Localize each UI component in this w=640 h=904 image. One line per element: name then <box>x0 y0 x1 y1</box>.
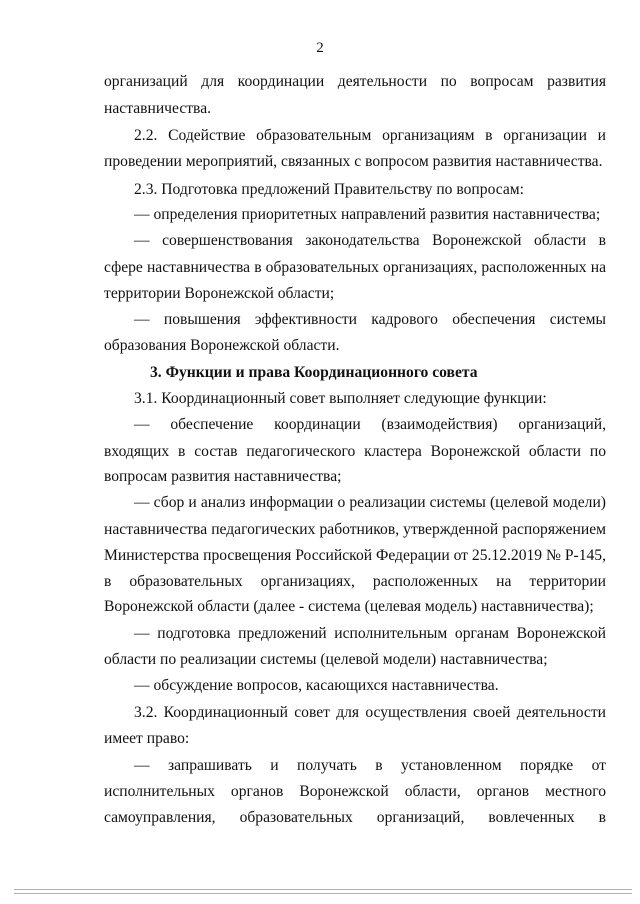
list-item: — подготовка предложений исполнительным органам Воронежской <box>134 625 606 642</box>
text-line: 2.3. Подготовка предложений Правительству по вопросам: <box>134 181 524 198</box>
page-number: 2 <box>316 40 324 56</box>
text-line: наставничества педагогических работников, утвержденной распоряжением <box>104 521 606 538</box>
list-item: — запрашивать и получать в установленном порядке от <box>134 757 606 774</box>
text-line: организаций для координации деятельности по вопросам развития <box>104 73 606 90</box>
text-line: исполнительных органов Воронежской области, органов местного <box>104 783 606 800</box>
list-item: — повышения эффективности кадрового обеспечения системы <box>134 311 606 328</box>
text-line: имеет право: <box>104 730 190 747</box>
list-item: — совершенствования законодательства Воронежской области в <box>134 232 606 249</box>
text-line: входящих в состав педагогического кластера Воронежской области по <box>104 443 606 460</box>
text-line: сфере наставничества в образовательных организациях, расположенных на <box>104 259 606 276</box>
list-item: — определения приоритетных направлений развития наставничества; <box>134 206 601 223</box>
text-line: наставничества. <box>104 100 212 117</box>
list-item: — обсуждение вопросов, касающихся наставничества. <box>134 677 499 694</box>
footer-rule <box>14 893 632 894</box>
text-line: образования Воронежской области. <box>104 337 340 354</box>
text-line: 3.2. Координационный совет для осуществления своей деятельности <box>134 704 606 721</box>
list-item: — сбор и анализ информации о реализации системы (целевой модели) <box>134 494 606 511</box>
list-item: — обеспечение координации (взаимодействия) организаций, <box>134 416 606 433</box>
section-heading: 3. Функции и права Координационного совета <box>150 364 478 381</box>
text-line: 2.2. Содействие образовательным организациям в организации и <box>134 127 606 144</box>
text-line: Министерства просвещения Российской Федерации от 25.12.2019 № Р-145, <box>104 547 606 564</box>
text-line: в образовательных организациях, расположенных на территории <box>104 573 606 590</box>
text-line: 3.1. Координационный совет выполняет следующие функции: <box>134 390 547 407</box>
text-line: самоуправления, образовательных организаций, вовлеченных в <box>104 809 606 826</box>
text-line: проведении мероприятий, связанных с вопросом развития наставничества. <box>104 153 603 170</box>
text-line: области по реализации системы (целевой модели) наставничества; <box>104 651 548 668</box>
footer-rule <box>14 889 632 890</box>
text-line: территории Воронежской области; <box>104 285 335 302</box>
text-line: вопросам развития наставничества; <box>104 468 342 485</box>
text-line: Воронежской области (далее - система (целевая модель) наставничества); <box>104 598 594 615</box>
